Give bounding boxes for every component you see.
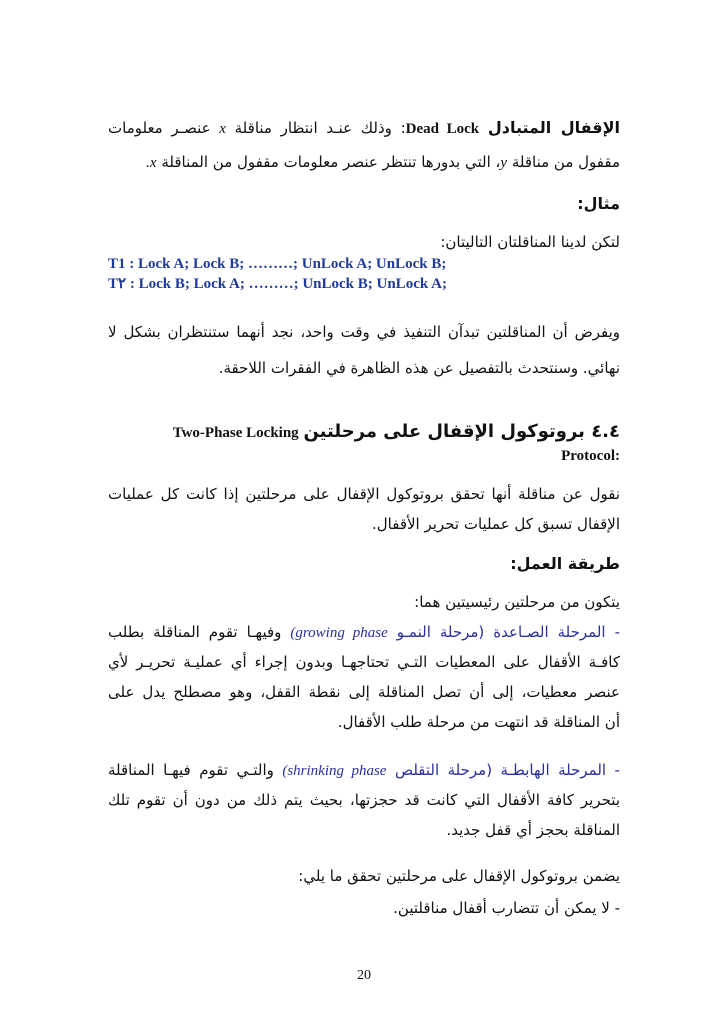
growing-phase-line-4: أن المناقلة قد انتهت من مرحلة طلب الأقفال. [337,713,620,731]
deadlock-definition-line-2 [146,150,620,175]
example-heading: مثال: [577,194,620,213]
var-y: y [500,155,508,171]
section-title: ٤.٤ بروتوكول الإقفال على مرحلتين [303,421,620,442]
section-title-en-2: :Protocol [561,448,620,464]
var-x: x [219,121,226,137]
growing-label-ar: - المرحلة الصـاعدة (مرحلة النمـو [396,623,620,641]
deadlock-text-1: : وذلك عنـد انتظار مناقلة [234,119,406,137]
growing-text-1: وفيهـا تقوم المناقلة بطلب [108,623,282,641]
growing-phase-line-3: عنصر معطيات، إلى أن تصل المناقلة إلى نقطة القفل، وهو مصطلح يدل على [108,683,620,701]
section-title-en: Two-Phase Locking [172,425,299,441]
code-line-1: T1 : Lock A; Lock B; ………; UnLock A; UnLock B; [108,256,447,272]
growing-label-en: growing phase) [290,625,388,641]
deadlock-definition-line-1 [108,116,620,141]
shrinking-phase-line-2: بتحرير كافة الأقفال التي كانت قد حجزتها، بحيث يتم ذلك من دون أن تقوم تلك [108,791,620,809]
paragraph-3-line-2: الإقفال تسبق كل عمليات تحرير الأقفال. [372,515,620,533]
example-intro: لتكن لدينا المناقلتان التاليتان: [440,233,620,251]
shrinking-text-1: والتـي تقوم فيهـا المناقلة [108,761,274,779]
deadlock-text-2: عنصـر معلومات [108,119,211,137]
page-number: 20 [357,968,371,983]
var-x-2: x. [146,155,157,171]
guarantee-item: - لا يمكن أن تتضارب أقفال مناقلتين. [393,899,620,917]
shrinking-label-ar: - المرحلة الهابطـة (مرحلة التقلص [394,761,620,779]
growing-phase-line-2: كافـة الأقفال على المعطيات التـي تحتاجهـا وبدون إجراء أي عمليـة تحريـر لأي [108,653,620,671]
deadlock-term-en: Dead Lock [405,121,480,137]
code-line-2: T٢ : Lock B; Lock A; ………; UnLock B; UnLock A; [108,276,447,292]
guarantee-intro: يضمن بروتوكول الإقفال على مرحلتين تحقق ما يلي: [298,867,620,885]
deadlock-term: الإقفال المتبادل [487,118,620,137]
deadlock-text-4: ، التي بدورها تنتظر عنصر معلومات مقفول من المناقلة [161,153,501,171]
paragraph-3-line-1: نقول عن مناقلة أنها تحقق بروتوكول الإقفال على مرحلتين إذا كانت كل عمليات [108,485,620,503]
shrinking-label-en: shrinking phase) [282,763,387,779]
shrinking-phase-line-1 [108,758,620,783]
paragraph-2-line-1: ويفرض أن المناقلتين تبدآن التنفيذ في وقت واحد، نجد أنهما ستنتظران بشكل لا [108,323,620,341]
method-heading: طريقة العمل: [510,554,620,573]
paragraph-2-line-2: نهائي. وسنتحدث بالتفصيل عن هذه الظاهرة في الفقرات اللاحقة. [218,359,620,377]
growing-phase-line-1 [108,620,620,645]
method-intro: يتكون من مرحلتين رئيسيتين هما: [414,593,620,611]
section-heading [108,420,620,445]
deadlock-text-3: مقفول من مناقلة [511,153,620,171]
shrinking-phase-line-3: المناقلة بحجز أي قفل جديد. [446,821,620,839]
